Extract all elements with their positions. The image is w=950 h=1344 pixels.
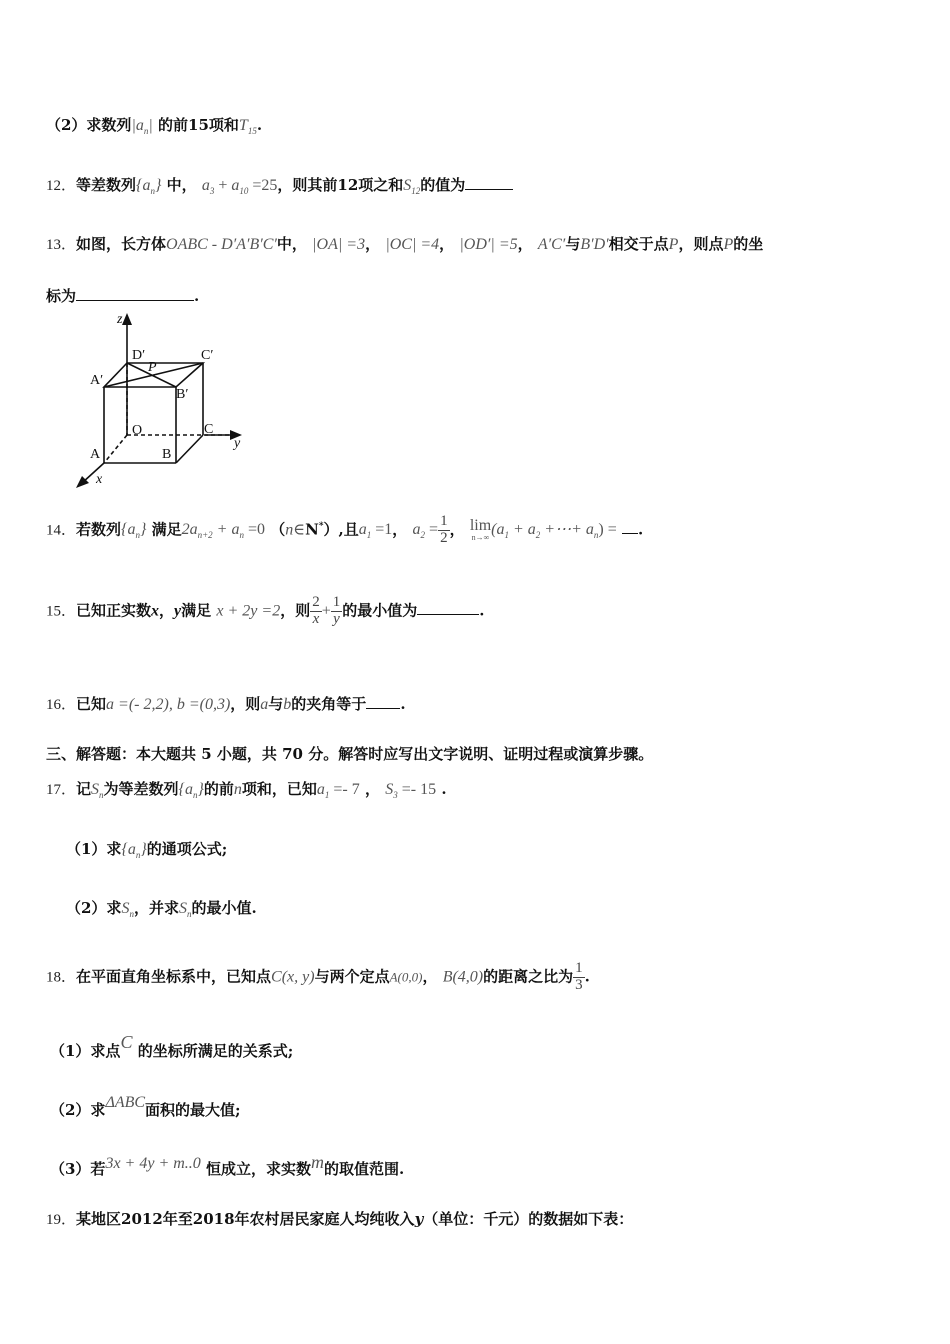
q15-fraction-2-x: $\frac{2}{x}$ bbox=[312, 594, 320, 627]
q18-point-A: A(0,0) bbox=[389, 969, 423, 985]
q13-oc: |OC| =4 bbox=[385, 236, 440, 253]
q17-seq: $\{a_n\}$ bbox=[178, 781, 204, 801]
q17-part1-seq: $\{a_n\}$ bbox=[121, 841, 147, 861]
q13-ac: A′C′ bbox=[537, 236, 566, 253]
q17-part2-Sn-b: $S_n$ bbox=[178, 900, 192, 920]
q13-number: 13． bbox=[46, 237, 77, 253]
q18-point-C: C(x, y) bbox=[271, 968, 315, 986]
q11-part2-label: （2）求数列 bbox=[46, 116, 132, 134]
label-B: B bbox=[162, 447, 172, 462]
section3-heading: 三、解答题：本大题共 5 小题，共 70 分。解答时应写出文字说明、证明过程或演算步骤。 bbox=[46, 745, 654, 763]
label-z: z bbox=[117, 312, 123, 327]
q12-answer-blank[interactable] bbox=[465, 175, 513, 190]
label-A: A bbox=[90, 447, 101, 462]
q18-part3: （3）若3x + 4y + m..0 恒成立，求实数m的取值范围. bbox=[50, 1152, 405, 1178]
q15-number: 15． bbox=[46, 603, 77, 620]
q13-od: |OD′| =5 bbox=[459, 236, 518, 253]
label-C: C bbox=[204, 422, 214, 437]
q18-ratio-fraction: $\frac{1}{3}$ bbox=[575, 960, 583, 993]
q17-part1: （1）求$\{a_n\}$的通项公式; bbox=[66, 840, 228, 861]
q13-line2: 标为 . bbox=[46, 287, 200, 305]
label-B-prime: B′ bbox=[176, 387, 189, 402]
cuboid-figure bbox=[70, 305, 260, 495]
label-A-prime: A′ bbox=[90, 373, 104, 388]
q18-part2-triangle: ΔABC bbox=[105, 1094, 146, 1111]
q17-a1: $a_1 =- 7$ bbox=[316, 781, 360, 801]
label-C-prime: C′ bbox=[201, 348, 214, 363]
q14-half-fraction: $\frac{1}{2}$ bbox=[440, 513, 448, 546]
q13-line: 13．如图，长方体OABC - D′A′B′C′中， |OA| =3， |OC| =4， |OD′| =5， A′C′与B′D′相交于点P，则点P的坐 bbox=[46, 235, 764, 253]
x-axis bbox=[104, 435, 127, 463]
q17-part2-Sn: $S_n$ bbox=[121, 900, 134, 920]
q16-vectors: a =(- 2,2), b =(0,3) bbox=[106, 696, 231, 713]
q17-Sn: $S_n$ bbox=[91, 781, 104, 801]
q14-number: 14． bbox=[46, 522, 77, 539]
q18-part3-inequality: 3x + 4y + m..0 bbox=[105, 1155, 201, 1172]
label-y: y bbox=[234, 436, 241, 451]
label-O: O bbox=[132, 423, 143, 438]
q15-line: 15．已知正实数x，y满足 x + 2y =2，则 $\frac{2}{x}$ + $\frac{1}{y}$ 的最小值为 . bbox=[46, 594, 485, 627]
q14-limit: lim n→∞ bbox=[469, 517, 492, 543]
q13-bd: B′D′ bbox=[580, 236, 609, 253]
q12-expr: $a_3 + a_{10} =25$ bbox=[201, 177, 278, 197]
label-P: P bbox=[148, 360, 157, 375]
q19-number: 19． bbox=[46, 1212, 77, 1228]
q11-T15: $T_{15}$ bbox=[238, 117, 257, 137]
q14-sum: ($a_1 + a_2$ +⋯+ $a_n$) = bbox=[491, 521, 617, 541]
q17-S3: $S_3 =- 15$ bbox=[385, 781, 437, 801]
q18-point-B: B(4,0) bbox=[442, 968, 484, 986]
q16-answer-blank[interactable] bbox=[366, 694, 400, 709]
q15-condition: x + 2y =2 bbox=[216, 602, 281, 620]
label-D-prime: D′ bbox=[132, 348, 146, 363]
q15-fraction-1-y: $\frac{1}{y}$ bbox=[332, 594, 341, 627]
q15-answer-blank[interactable] bbox=[417, 600, 479, 615]
q18-line: 18．在平面直角坐标系中，已知点C(x, y)与两个定点A(0,0)， B(4,0)的距离之比为 $\frac{1}{3}$ . bbox=[46, 960, 590, 993]
q13-answer-blank[interactable] bbox=[76, 286, 194, 301]
q18-part1-C: C bbox=[120, 1032, 133, 1052]
q18-number: 18． bbox=[46, 969, 77, 986]
q13-oa: |OA| =3 bbox=[312, 236, 366, 253]
q17-line: 17．记$S_n$为等差数列$\{a_n\}$的前n项和，已知$a_1 =- 7$ ， $S_3 =- 15$ . bbox=[46, 780, 447, 801]
q19-line: 19．某地区2012年至2018年农村居民家庭人均纯收入y（单位：千元）的数据如下表： bbox=[46, 1210, 634, 1228]
q18-part1: （1）求点C 的坐标所满足的关系式; bbox=[50, 1032, 294, 1060]
q11-abs-seq: $|a_n|$ bbox=[131, 117, 153, 137]
q14-a2: $a_2$ = bbox=[412, 521, 439, 541]
q14-seq: $\{a_n\}$ bbox=[121, 521, 147, 541]
q11-part2-line: （2）求数列$|a_n|$ 的前15项和$T_{15}$. bbox=[46, 116, 263, 137]
q18-part2: （2）求ΔABC面积的最大值; bbox=[50, 1094, 241, 1119]
q12-number: 12． bbox=[46, 178, 77, 194]
label-x: x bbox=[96, 472, 103, 487]
q12-S12: $S_{12}$ bbox=[403, 177, 421, 197]
q16-number: 16． bbox=[46, 697, 77, 713]
q16-line: 16．已知a =(- 2,2), b =(0,3)，则a与b的夹角等于 . bbox=[46, 695, 406, 713]
q13-box: OABC - D′A′B′C′ bbox=[166, 236, 277, 253]
q17-number: 17． bbox=[46, 782, 77, 798]
q14-answer-blank[interactable] bbox=[622, 519, 638, 534]
q14-recurrence: $2a_{n+2} + a_n =0$ bbox=[181, 521, 265, 541]
q12-seq: $\{a_n\}$ bbox=[136, 177, 162, 197]
q17-part2: （2）求$S_n$，并求$S_n$的最小值. bbox=[66, 899, 257, 920]
q14-a1: $a_1 =1$ bbox=[358, 521, 393, 541]
q14-line: 14．若数列$\{a_n\}$ 满足$2a_{n+2} + a_n =0$ （n∈N*）,且$a_1 =1$， $a_2$ = $\frac{1}{2}$ ， lim n→∞ ($a_1 + a_2$ +⋯+ $a_n$) = . bbox=[46, 513, 644, 546]
q12-line: 12．等差数列$\{a_n\}$ 中， $a_3 + a_{10} =25$，则其前12项之和$S_{12}$的值为 bbox=[46, 174, 513, 196]
